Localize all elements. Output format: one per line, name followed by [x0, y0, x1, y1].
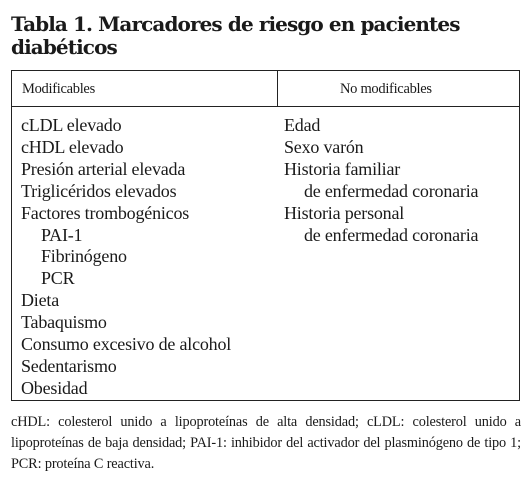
header-non-modifiable: No modificables — [340, 81, 432, 97]
modifiable-item: Triglicéridos elevados — [21, 180, 177, 201]
non-modifiable-item: Edad — [284, 115, 321, 135]
non-modifiable-item: Historia personal — [284, 202, 405, 223]
table-footnote: cHDL: colesterol unido a lipoproteínas de alta densidad; cLDL: colesterol unido a lipoproteínas de baja densidad; PAI-1: inhibidor del activador del plasminógeno de tipo 1; PCR: proteína C reactiva. — [11, 414, 521, 472]
header-modifiable: Modificables — [22, 81, 95, 97]
non-modifiable-list — [284, 115, 516, 246]
modifiable-list — [21, 115, 276, 400]
modifiable-item: PAI-1 — [41, 224, 83, 245]
non-modifiable-item: de enfermedad coronaria — [304, 180, 479, 201]
modifiable-item: Obesidad — [21, 377, 88, 398]
modifiable-item: PCR — [41, 268, 75, 289]
modifiable-item: cLDL elevado — [21, 115, 122, 135]
modifiable-item: Tabaquismo — [21, 312, 107, 333]
modifiable-item: Presión arterial elevada — [21, 158, 186, 179]
modifiable-item: Consumo excesivo de alcohol — [21, 334, 232, 355]
modifiable-item: cHDL elevado — [21, 136, 124, 157]
table-header-row — [12, 71, 519, 107]
modifiable-item: Sedentarismo — [21, 355, 117, 376]
risk-markers-table — [11, 70, 520, 401]
header-divider — [277, 71, 278, 106]
modifiable-item: Dieta — [21, 290, 59, 311]
non-modifiable-item: de enfermedad coronaria — [304, 224, 479, 245]
non-modifiable-item: Sexo varón — [284, 136, 364, 157]
table-title: Tabla 1. Marcadores de riesgo en pacientes diabéticos — [11, 12, 460, 59]
modifiable-item: Factores trombogénicos — [21, 202, 190, 223]
modifiable-item: Fibrinógeno — [41, 246, 127, 267]
non-modifiable-item: Historia familiar — [284, 158, 401, 179]
